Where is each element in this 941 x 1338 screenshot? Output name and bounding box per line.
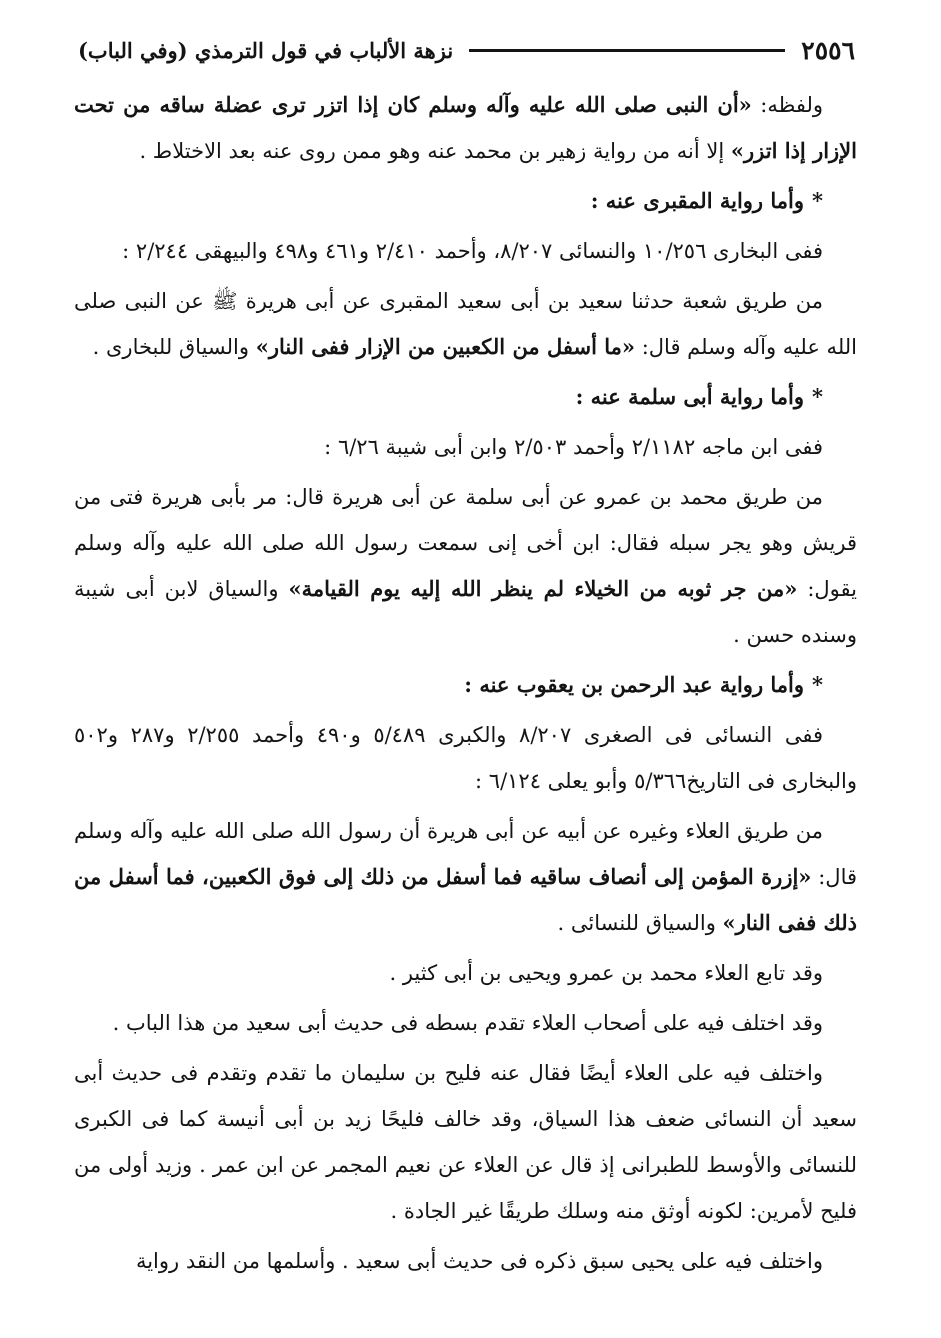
section-heading: *وأما رواية أبى سلمة عنه : <box>575 384 823 409</box>
hadith-quote: «ما أسفل من الكعبين من الإزار ففى النار» <box>255 334 636 359</box>
hadith-quote: «أن النبى صلى الله عليه وآله وسلم كان إذا اتزر ترى عضلة ساقه من تحت الإزار إذا اتزر» <box>74 92 857 163</box>
section-heading: *وأما رواية عبد الرحمن بن يعقوب عنه : <box>464 672 823 697</box>
paragraph: وقد تابع العلاء محمد بن عمرو ويحيى بن أبى كثير . <box>389 961 823 985</box>
paragraph: من طريق العلاء وغيره عن أبيه عن أبى هريرة أن رسول الله صلى الله عليه وآله وسلم قال: «إزرة المؤمن إلى أنصاف ساقيه فما أسفل من ذلك إلى فوق الكعبين، فما أسفل من ذلك ففى النار» والسياق للنسائى . <box>74 819 857 935</box>
asterisk-icon: * <box>812 188 823 213</box>
page-number: ٢٥٥٦ <box>801 35 855 65</box>
hadith-quote: «من جر ثوبه من الخيلاء لم ينظر الله إليه يوم القيامة» <box>288 576 798 601</box>
paragraph: ففى ابن ماجه ٢/١١٨٢ وأحمد ٢/٥٠٣ وابن أبى شيبة ٦/٢٦ : <box>324 435 823 459</box>
asterisk-icon: * <box>812 384 823 409</box>
asterisk-icon: * <box>812 672 823 697</box>
hadith-quote: «إزرة المؤمن إلى أنصاف ساقيه فما أسفل من ذلك إلى فوق الكعبين، فما أسفل من ذلك ففى النار» <box>74 864 857 935</box>
paragraph: من طريق محمد بن عمرو عن أبى سلمة عن أبى هريرة قال: مر بأبى هريرة فتى من قريش وهو يجر سبله فقال: ابن أخى إنى سمعت رسول الله صلى الله عليه وآله وسلم يقول: «من جر ثوبه من الخيلاء لم ينظر الله إليه يوم القيامة» والسياق لابن أبى شيبة وسنده حسن . <box>74 485 857 647</box>
paragraph: ففى البخارى ١٠/٢٥٦ والنسائى ٨/٢٠٧، وأحمد ٢/٤١٠ و٤٦١ و٤٩٨ والبيهقى ٢/٢٤٤ : <box>122 239 823 263</box>
paragraph: وقد اختلف فيه على أصحاب العلاء تقدم بسطه فى حديث أبى سعيد من هذا الباب . <box>112 1011 823 1035</box>
page-body <box>74 82 857 1338</box>
running-title: نزهة الألباب في قول الترمذي (وفي الباب) <box>78 37 454 63</box>
page-header <box>78 33 855 67</box>
header-rule <box>469 49 785 52</box>
paragraph: من طريق شعبة حدثنا سعيد بن أبى سعيد المقبرى عن أبى هريرة ﷺ عن النبى صلى الله عليه وآله وسلم قال: «ما أسفل من الكعبين من الإزار ففى النار» والسياق للبخارى . <box>74 289 857 359</box>
section-heading: *وأما رواية المقبرى عنه : <box>590 188 823 213</box>
paragraph: واختلف فيه على يحيى سبق ذكره فى حديث أبى سعيد . وأسلمها من النقد رواية <box>135 1249 823 1273</box>
paragraph: ففى النسائى فى الصغرى ٨/٢٠٧ والكبرى ٥/٤٨٩ و٤٩٠ وأحمد ٢/٢٥٥ و٢٨٧ و٥٠٢ والبخارى فى التاريخ٥/٣٦٦ وأبو يعلى ٦/١٢٤ : <box>74 723 857 793</box>
paragraph: واختلف فيه على العلاء أيضًا فقال عنه فليح بن سليمان ما تقدم وتقدم فى حديث أبى سعيد أن النسائى ضعف هذا السياق، وقد خالف فليحًا زيد بن أبى أنيسة كما فى الكبرى للنسائى والأوسط للطبرانى إذ قال عن العلاء عن نعيم المجمر عن ابن عمر . وزيد أولى من فليح لأمرين: لكونه أوثق منه وسلك طريقًا غير الجادة . <box>74 1061 857 1223</box>
paragraph: ولفظه: «أن النبى صلى الله عليه وآله وسلم كان إذا اتزر ترى عضلة ساقه من تحت الإزار إذا اتزر» إلا أنه من رواية زهير بن محمد عنه وهو ممن روى عنه بعد الاختلاط . <box>74 92 857 163</box>
